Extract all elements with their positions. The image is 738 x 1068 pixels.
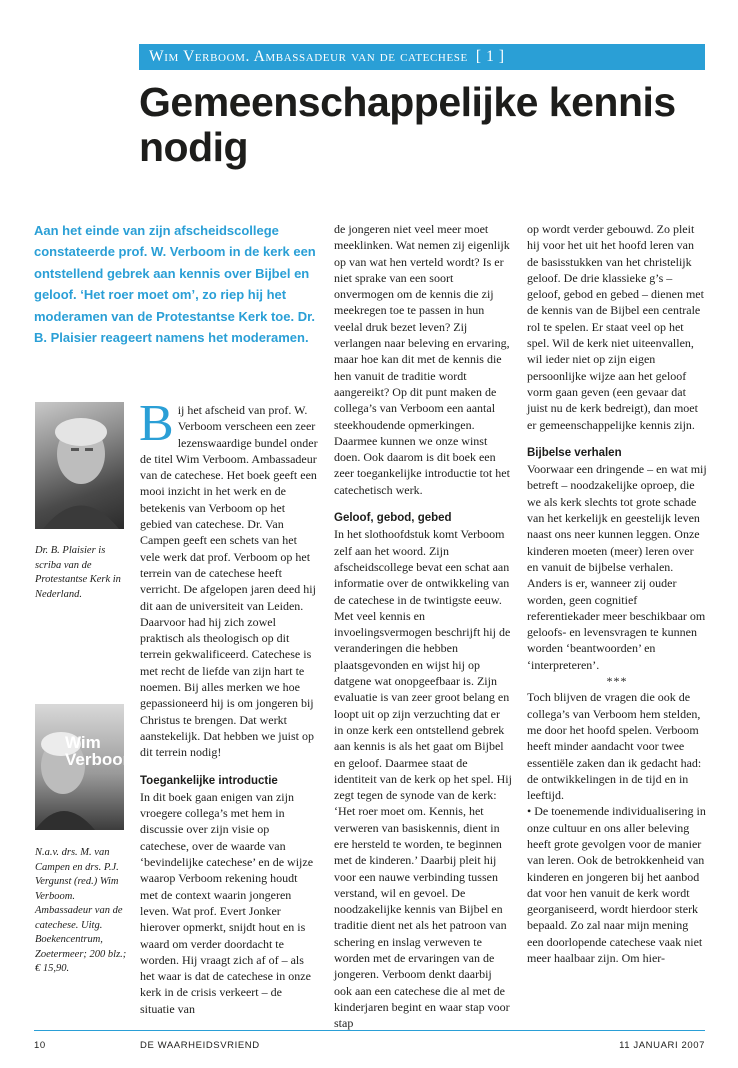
column-2 (334, 221, 512, 1032)
subheading: Toegankelijke introductie (140, 774, 278, 787)
footer-rule (34, 1030, 705, 1031)
paragraph: op wordt verder gebouwd. Zo pleit hij voor het uit het hoofd leren van de basisstukken van het christelijk geloof. De drie klassieke g’s – geloof, gebod en gebed – dienen met de kennis van de Bijbel een centrale rol te spelen. Er staat veel op het spel. Wil de kerk niet uiteenvallen, wil ieder niet op zijn eigen persoonlijke wijze aan het geloof vorm gaan geven (een gevaar dat juist nu de kerk bedreigt), dan moet er gemeenschappelijke kennis zijn. (527, 222, 704, 432)
issue-date: 11 JANUARI 2007 (619, 1040, 705, 1051)
book-caption: N.a.v. drs. M. van Campen en drs. P.J. Vergunst (red.) Wim Verboom. Ambassadeur van de catechese. Uitg. Boekencentrum, Zoetermeer; 200 blz.; € 15,90. (35, 847, 127, 974)
subheading: Bijbelse verhalen (527, 446, 622, 459)
headline: Gemeenschappelijke kennis nodig (139, 79, 676, 170)
paragraph: ij het afscheid van prof. W. Verboom verscheen een zeer lezenswaardige bundel onder de titel Wim Verboom. Ambassadeur van de catechese. Het boek geeft een mooi inzicht in het werk en de betekenis van Verboom op het gebied van catechese. Dr. Van Campen geeft een schets van het vele werk dat prof. Verboom op het terrein van de catechese heeft verricht. De afgelopen jaren deed hij dit aan de universiteit van Leiden. Daarvoor had hij zich zowel praktisch als theologisch op dit terrein gekwalificeerd. Catechese is met recht de liefde van zijn hart te noemen. Bij alles merken we hoe gepassioneerd hij is om jongeren bij Christus te brengen. Dat werkt aanstekelijk. Dat hebben we juist op dit terrein nodig! (140, 403, 318, 760)
author-photo (35, 402, 124, 529)
author-photo-caption: Dr. B. Plaisier is scriba van de Protestantse Kerk in Nederland. (35, 545, 121, 600)
paragraph: Voorwaar een dringende – en wat mij betreft – noodzakelijke oproep, die we als kerk slechts tot grote schade van het kerkelijk en geestelijk leven naast ons neer kunnen leggen. Onze kinderen moeten (meer) leren over en vanuit de bijbelse verhalen. Anders is er, wanneer zij ouder worden, geen cognitief referentiekader meer beschikbaar om geloofs- en levensvragen te kunnen worden ‘beantwoorden’ en ‘interpreteren’. (527, 462, 707, 672)
paragraph: de jongeren niet veel meer moet meeklinken. Wat nemen zij eigenlijk op van wat hen verteld wordt? Is er niet sprake van een soort onvermogen om de kennis die zij meekregen toe te passen in hun veelal druk bezet leven? Zij verlangen naar beleving en ervaring, maar hoe kan dit met de kennis die hen vanuit de traditie wordt aangereikt? Op dit punt maken de collega’s van Verboom een aantal steekhoudende opmerkingen. Daarmee kunnen we onze winst doen. Ook daarom is dit boek een zeer toegankelijke introductie tot het catechetisch werk. (334, 222, 510, 497)
page-number: 10 (34, 1040, 46, 1051)
paragraph: Toch blijven de vragen die ook de collega’s van Verboom hem stelden, me door het hoofd spelen. Verboom heeft minder aandacht voor twee essentiële zaken dan ik gedacht had: de ontwikkelingen in de tijd en in leeftijd. (527, 690, 702, 803)
drop-cap: B (139, 395, 174, 452)
magazine-name: DE WAARHEIDSVRIEND (140, 1040, 260, 1051)
intro-lead: Aan het einde van zijn afscheidscollege constateerde prof. W. Verboom in de kerk een ontstellend gebrek aan kennis over Bijbel en geloof. ‘Het roer moet om’, zo riep hij het moderamen van de Protestantse Kerk toe. Dr. B. Plaisier reageert namens het moderamen. (34, 223, 316, 346)
series-banner (139, 44, 705, 70)
column-3 (527, 221, 707, 966)
paragraph: In het slothoofdstuk komt Verboom zelf aan het woord. Zijn afscheidscollege bevat een schat aan informatie over de ontwikkeling van de catechese in de twintigste eeuw. Met veel kennis en invoelingsvermogen beschrijft hij de veranderingen die hebben plaatsgevonden en wijst hij op datgene wat onopgeefbaar is. Zijn evaluatie is van zeer groot belang en loopt uit op zijn verzuchting dat er in onze kerk een ontstellend gebrek aan kennis is als het gaat om Bijbel en geloof. Daarmee staat de identiteit van de kerk op het spel. Hij zegt tegen de synode van de kerk: ‘Het roer moet om. Kennis, het verweren van basiskennis, dient in ere hersteld te worden, te beginnen met de kinderen.’ Daarbij pleit hij voor een nauwe verbinding tussen verstand, wil en gevoel. De noodzakelijke kennis van Bijbel en traditie dient net als het patroon van schering en inslag verweven te worden met de ervaringen van de jongeren. Verboom denkt daarbij ook aan een catechese die al met de kinderjaren begint en waar stap voor stap (334, 527, 512, 1031)
portrait-illustration (35, 402, 124, 529)
book-cover (35, 704, 138, 830)
section-divider: *** (606, 674, 628, 689)
banner-part: [ 1 ] (475, 48, 505, 65)
subheading: Geloof, gebod, gebed (334, 512, 452, 525)
bullet-paragraph: • De toenemende individualisering in onze cultuur en ons aller beleving heeft grote gevolgen voor de manier van leren. Ook de betrokkenheid van kinderen en jongeren bij het aanbod dat voor hen vanuit de kerk wordt georganiseerd, wordt hierdoor sterk bepaald. Zo zal naar mijn mening een doorlopende catechese vaak niet meer haalbaar zijn. Om hier- (527, 804, 706, 966)
banner-title: Wim Verboom. Ambassadeur van de catechese (149, 48, 468, 65)
book-cover-title: Wim Verboom (65, 733, 138, 769)
column-1 (139, 395, 318, 1017)
paragraph: In dit boek gaan enigen van zijn vroegere collega’s met hem in discussie over zijn visie op catechese, over de waarde van ‘bevindelijke catechese’ en de wijze waarop Verboom rekening houdt met de context waarin jongeren leven. Wat prof. Evert Jonker hierover opmerkt, snijdt hout en is waard om verder doordacht te worden. Hij vraagt zich af of – als het waar is dat de catechese in onze kerk in de crisis verkeert – de situatie van (140, 789, 314, 1016)
